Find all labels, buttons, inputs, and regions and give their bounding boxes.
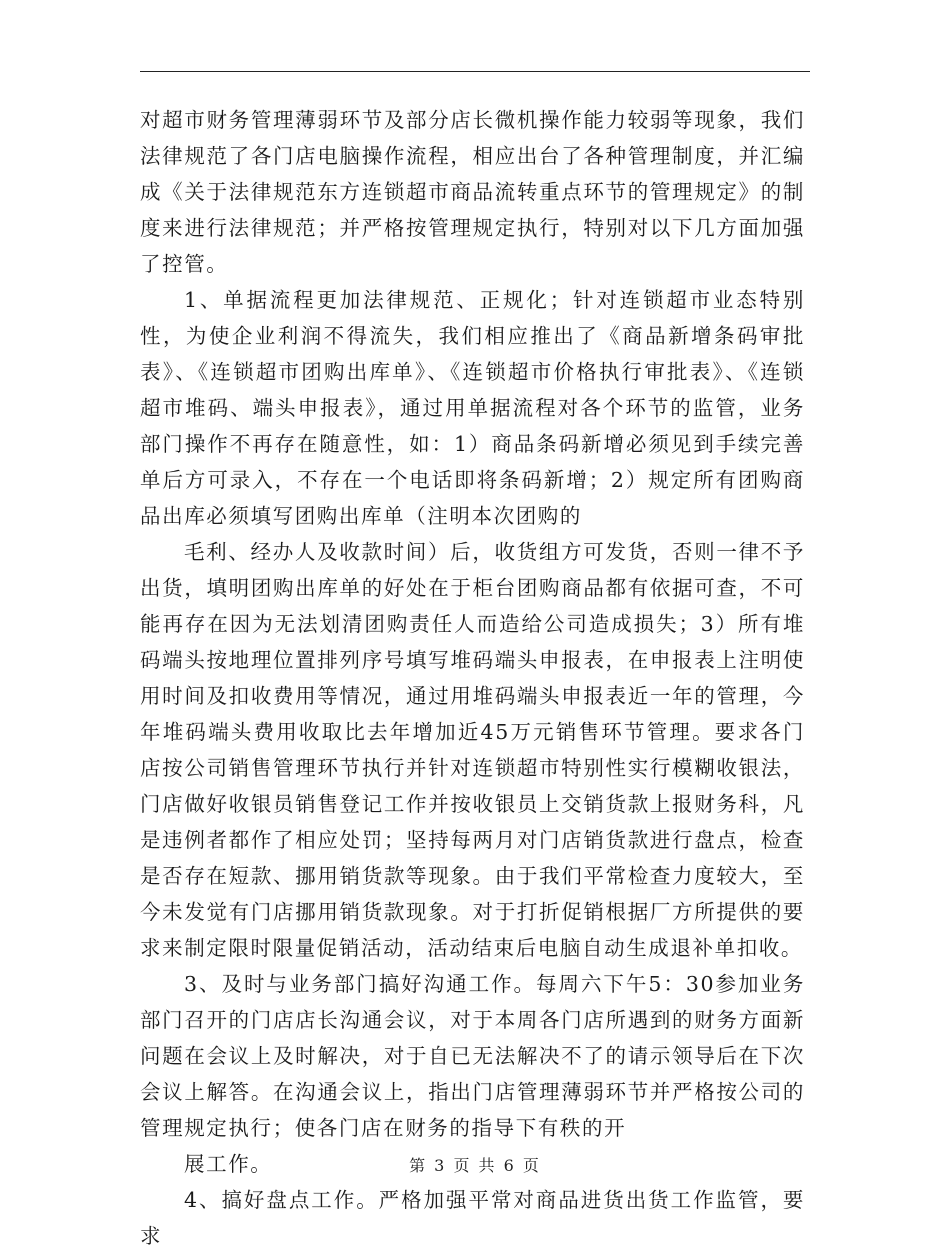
document-body [140,102,805,1254]
page-number-footer: 第 3 页 共 6 页 [409,1156,541,1175]
paragraph: 4、搞好盘点工作。严格加强平常对商品进货出货工作监管，要求 [140,1188,805,1248]
paragraph: 1、单据流程更加法律规范、正规化；针对连锁超市业态特别性，为使企业利润不得流失，我们相应推出了《商品新增条码审批表》、《连锁超市团购出库单》、《连锁超市价格执行审批表》、《连锁超市堆码、端头申报表》，通过用单据流程对各个环节的监管，业务部门操作不再存在随意性，如：1）商品条码新增必须见到手续完善单后方可录入，不存在一个电话即将条码新增；2）规定所有团购商品出库必须填写团购出库单（注明本次团购的 [140,288,805,528]
paragraph: 展工作。 [184,1152,273,1176]
paragraph: 对超市财务管理薄弱环节及部分店长微机操作能力较弱等现象，我们法律规范了各门店电脑操作流程，相应出台了各种管理制度，并汇编成《关于法律规范东方连锁超市商品流转重点环节的管理规定》的制度来进行法律规范；并严格按管理规定执行，特别对以下几方面加强了控管。 [140,108,805,276]
paragraph: 3、及时与业务部门搞好沟通工作。每周六下午5：30参加业务部门召开的门店店长沟通会议，对于本周各门店所遇到的财务方面新问题在会议上及时解决，对于自已无法解决不了的请示领导后在下次会议上解答。在沟通会议上，指出门店管理薄弱环节并严格按公司的管理规定执行；使各门店在财务的指导下有秩的开 [140,972,805,1140]
paragraph: 毛利、经办人及收款时间）后，收货组方可发货，否则一律不予出货，填明团购出库单的好处在于柜台团购商品都有依据可查，不可能再存在因为无法划清团购责任人而造给公司造成损失；3）所有堆码端头按地理位置排列序号填写堆码端头申报表，在申报表上注明使用时间及扣收费用等情况，通过用堆码端头申报表近一年的管理，今年堆码端头费用收取比去年增加近45万元销售环节管理。要求各门店按公司销售管理环节执行并针对连锁超市特别性实行模糊收银法，门店做好收银员销售登记工作并按收银员上交销货款上报财务科，凡是违例者都作了相应处罚；坚持每两月对门店销货款进行盘点，检查是否存在短款、挪用销货款等现象。由于我们平常检查力度较大，至今未发觉有门店挪用销货款现象。对于打折促销根据厂方所提供的要求来制定限时限量促销活动，活动结束后电脑自动生成退补单扣收。 [140,540,805,960]
header-rule [140,71,810,72]
